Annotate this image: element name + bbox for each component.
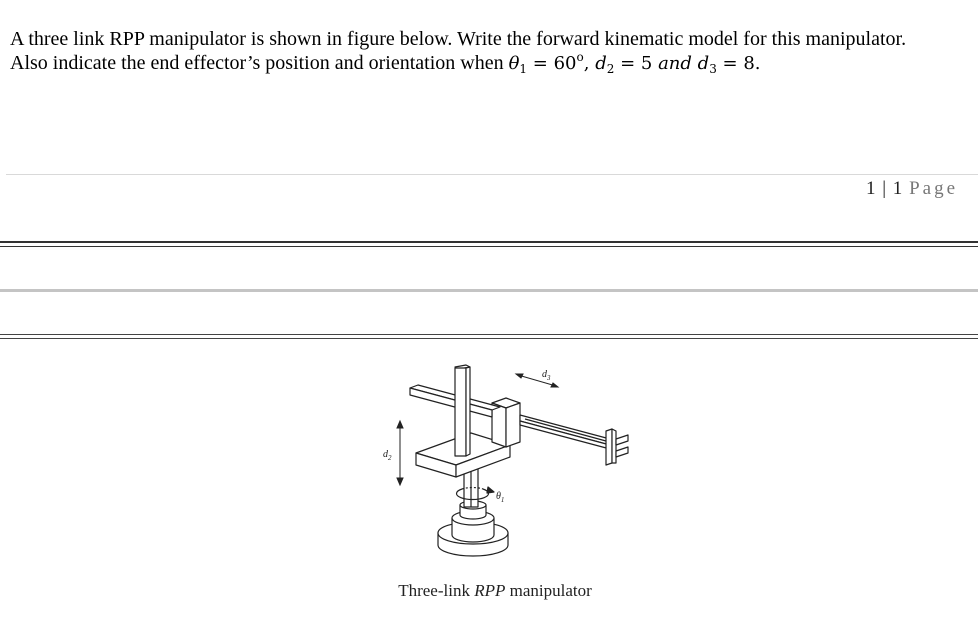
d3-subscript: 3 (709, 62, 717, 76)
question-line-2-prefix: Also indicate the end effector’s position and orientation when (10, 52, 509, 74)
prismatic-arm (520, 415, 610, 449)
d3-dimension-arrow (516, 374, 558, 387)
page-number-value: 1 | 1 (866, 178, 904, 199)
d2-subscript: 2 (606, 62, 615, 76)
theta1-label: $\theta_1$ (496, 491, 505, 504)
theta-value: = 60 (527, 53, 577, 74)
page-separator-2 (0, 289, 978, 292)
question-line-1: A three link RPP manipulator is shown in figure below. Write the forward kinematic model for this manipulator. (10, 28, 907, 50)
d3-symbol: d (697, 53, 710, 74)
d2-value: = 5 (614, 53, 659, 74)
vertical-post (455, 365, 470, 456)
degree-superscript: o (576, 50, 584, 64)
question-line-2 (10, 51, 972, 76)
caption-italic: RPP (474, 581, 506, 600)
d2-dimension-arrow (397, 421, 403, 485)
d3-label: $d_3$ (542, 369, 551, 382)
joint-values-formula: $\theta_1 = 60^o$, $d_2 = 5$ and $d_3 = 8$. (508, 50, 761, 76)
caption-suffix: manipulator (505, 581, 592, 600)
page-separator-3 (0, 334, 978, 339)
d3-value: = 8. (716, 53, 761, 74)
theta-subscript: 1 (519, 62, 528, 76)
d2-label: $d_2$ (383, 449, 392, 462)
rpp-manipulator-figure (370, 355, 670, 575)
page-separator-1 (0, 241, 978, 247)
page-number (866, 178, 958, 200)
page-word: Page (909, 178, 958, 199)
theta-symbol: θ (508, 53, 520, 74)
page-footer-rule (6, 174, 978, 175)
caption-prefix: Three-link (398, 581, 475, 600)
gripper (606, 429, 628, 465)
figure-caption (300, 581, 690, 601)
d2-symbol: d (595, 53, 607, 74)
upright-block (492, 398, 520, 447)
and-word: and (658, 53, 692, 74)
question-text (10, 27, 972, 76)
